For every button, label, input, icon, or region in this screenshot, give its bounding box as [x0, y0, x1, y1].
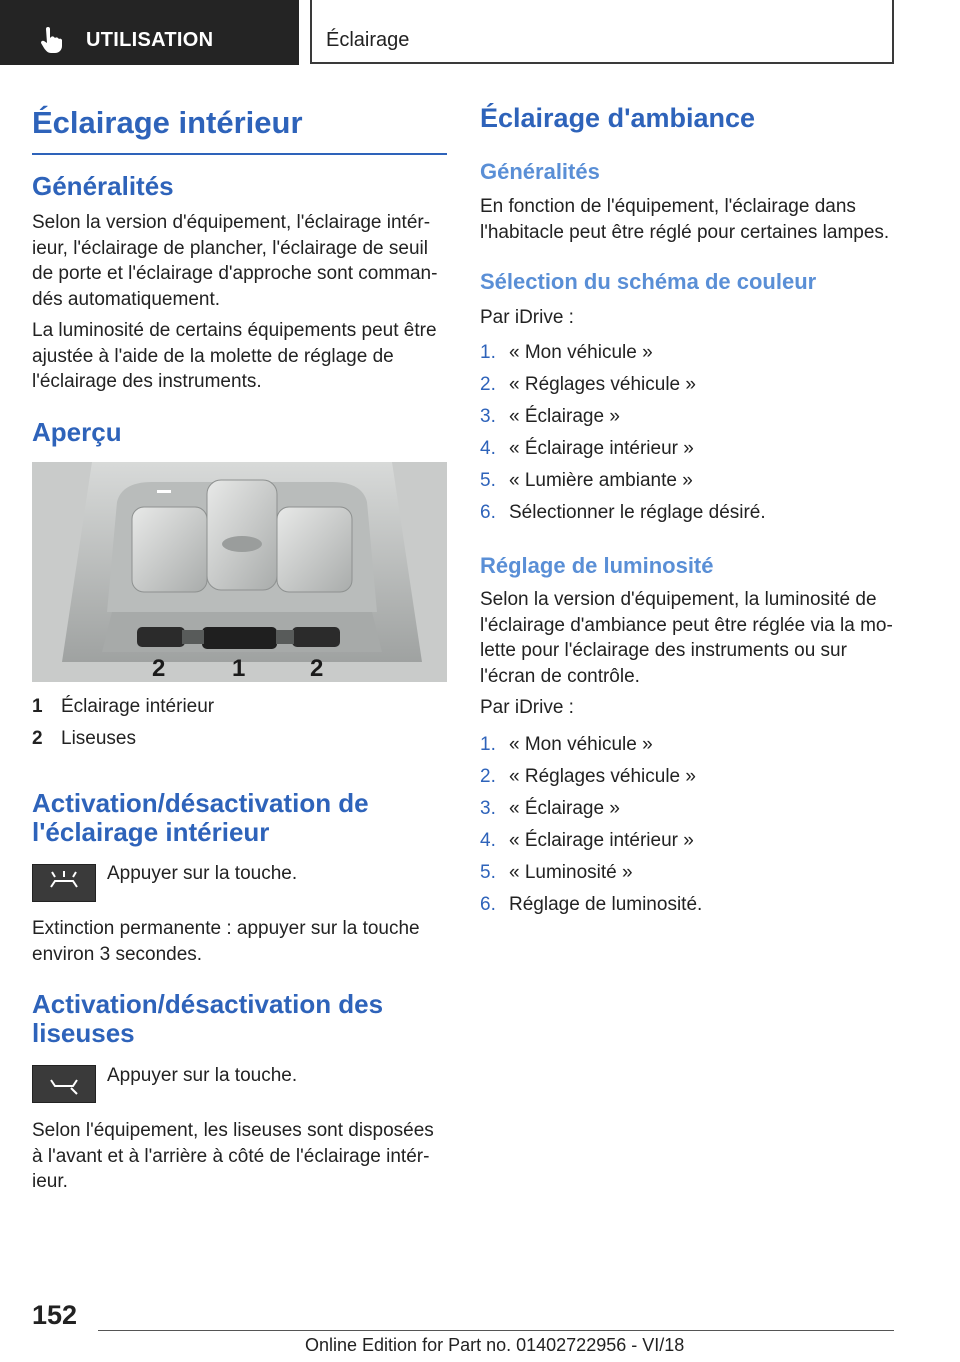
- brightness-heading: Réglage de luminosité: [480, 553, 714, 578]
- overview-heading: Aperçu: [32, 417, 122, 447]
- figure-label: 2: [310, 655, 324, 682]
- activation-reading-text: Appuyer sur la touche.: [107, 1065, 298, 1086]
- page-title: Éclairage intérieur: [32, 105, 447, 155]
- brightness-paragraph: Selon la version d'équipement, la luminosité de l'éclairage d'ambiance peut être réglée via la mo- lette pour l'éclairage des instruments ou sur l'écran de contrôle.: [480, 589, 893, 687]
- edition-text: Online Edition for Part no. 01402722956 - VI/18: [305, 1335, 685, 1355]
- legend-item: 2 Liseuses: [32, 728, 136, 749]
- activation-interior-note: Extinction permanente : appuyer sur la touche environ 3 secondes.: [32, 918, 420, 965]
- breadcrumb-label: Éclairage: [326, 29, 410, 51]
- section-tab[interactable]: [0, 0, 299, 65]
- figure-label: 1: [232, 655, 246, 682]
- reading-light-button-icon: [32, 1065, 96, 1103]
- color-scheme-intro: Par iDrive :: [480, 307, 574, 328]
- footer-divider: [98, 1330, 894, 1331]
- overhead-console-photo: [32, 462, 447, 682]
- ambient-general-heading: Généralités: [480, 159, 600, 184]
- legend-item: 1 Éclairage intérieur: [32, 696, 215, 717]
- pointing-hand-icon: [40, 27, 64, 53]
- activation-reading-note: Selon l'équipement, les liseuses sont disposées à l'avant et à l'arrière à côté de l'éclairage intér- ieur.: [32, 1120, 434, 1192]
- page-number: 152: [32, 1300, 78, 1330]
- general-paragraph-2: La luminosité de certains équipements peut être ajustée à l'aide de la molette de réglage de l'éclairage des instruments.: [32, 320, 437, 392]
- activation-interior-heading: Activation/désactivation de l'éclairage intérieur: [32, 788, 369, 847]
- interior-light-button-icon: [32, 864, 96, 902]
- ambient-title: Éclairage d'ambiance: [480, 103, 756, 133]
- activation-reading-heading: Activation/désactivation des liseuses: [32, 989, 384, 1048]
- color-scheme-heading: Sélection du schéma de couleur: [480, 269, 817, 294]
- figure-label: 2: [152, 655, 166, 682]
- activation-interior-text: Appuyer sur la touche.: [107, 863, 298, 884]
- general-paragraph-1: Selon la version d'équipement, l'éclairage intér- ieur, l'éclairage de plancher, l'éclairage de seuil de porte et l'éclairage d'approche sont comman- dés automatiquement.: [32, 212, 438, 310]
- general-heading: Généralités: [32, 171, 174, 201]
- brightness-intro: Par iDrive :: [480, 697, 574, 718]
- ambient-general-paragraph: En fonction de l'équipement, l'éclairage dans l'habitacle peut être réglé pour certaines lampes.: [480, 196, 890, 243]
- section-tab-label: UTILISATION: [86, 29, 214, 51]
- breadcrumb: [310, 0, 894, 64]
